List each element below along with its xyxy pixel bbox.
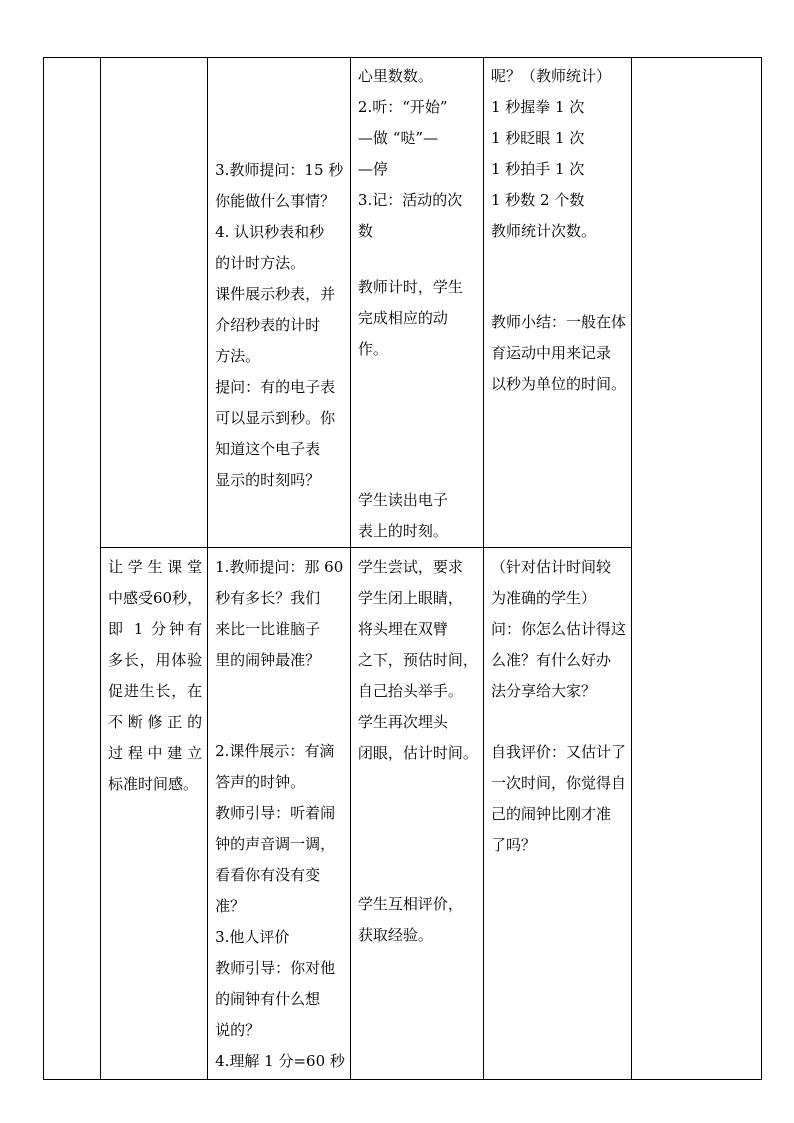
text-line: 1 秒数 2 个数: [490, 191, 585, 209]
text-line: 中感受60秒，: [108, 589, 203, 607]
text-line: 学生互相评价，: [357, 895, 463, 913]
teacher-activity-cell: [208, 548, 351, 1080]
text-line: 钟的声音调一调，: [215, 835, 336, 853]
student-activity-cell: [350, 548, 483, 1080]
text-line: 3.他人评价: [215, 928, 290, 946]
text-line: 完成相应的动: [357, 309, 448, 327]
teacher-activity-cell: [208, 58, 351, 548]
text-line: 的计时方法。: [215, 254, 306, 272]
text-line: 1 秒眨眼 1 次: [490, 129, 585, 147]
table-row: [44, 58, 762, 548]
text-line: 将头埋在双臂: [357, 620, 448, 638]
text-line: 心里数数。: [357, 67, 433, 85]
text-line: 学生读出电子: [357, 491, 448, 509]
text-line: 来比一比谁脑子: [215, 620, 321, 638]
text-line: 课件展示秒表，并: [215, 285, 336, 303]
text-line: 育运动中用来记录: [490, 344, 611, 362]
text-line: 为准确的学生）: [490, 589, 596, 607]
text-line: —停: [357, 160, 388, 178]
text-line: 过程中建立: [108, 744, 203, 762]
text-line: 促进生长，在: [108, 682, 203, 700]
text-line: 标准时间感。: [108, 775, 199, 793]
text-line: 秒有多长？我们: [215, 589, 321, 607]
notes-cell: [631, 58, 761, 1080]
text-line: 提问：有的电子表: [215, 378, 336, 396]
text-line: 获取经验。: [357, 926, 433, 944]
text-line: 教师计时，学生: [357, 278, 463, 296]
text-line: （针对估计时间较: [490, 558, 611, 576]
text-line: 你能做什么事情？: [215, 192, 336, 210]
lesson-plan-table: [43, 57, 762, 1080]
text-line: 表上的时刻。: [357, 522, 448, 540]
text-line: 2.课件展示：有滴: [215, 742, 335, 760]
text-line: 1.教师提问：那 60: [215, 558, 344, 576]
text-line: 准？: [215, 897, 246, 915]
text-line: 多长，用体验: [108, 651, 203, 669]
text-line: 知道这个电子表: [215, 440, 321, 458]
text-line: —做 “哒”—: [357, 129, 439, 147]
text-line: 里的闹钟最准？: [215, 651, 321, 669]
text-line: 学生再次埋头: [357, 713, 448, 731]
evaluation-cell: [483, 548, 631, 1080]
goal-cell-empty: [101, 58, 208, 548]
stage-cell: [44, 58, 101, 1080]
text-line: 1 秒握拳 1 次: [490, 98, 585, 116]
text-line: 一次时间，你觉得自: [490, 774, 626, 792]
text-line: 作。: [357, 340, 388, 358]
text-line: 不断修正的: [108, 713, 203, 731]
text-line: 自己抬头举手。: [357, 682, 463, 700]
text-line: 学生尝试，要求: [357, 558, 463, 576]
text-line: 法分享给大家？: [490, 682, 596, 700]
text-line: 4. 认识秒表和秒: [215, 223, 325, 241]
text-line: 教师引导：你对他: [215, 959, 336, 977]
text-line: 教师引导：听着闹: [215, 804, 336, 822]
text-line: 3.记：活动的次: [357, 191, 463, 209]
text-line: 学生闭上眼睛，: [357, 589, 463, 607]
evaluation-cell: [483, 58, 631, 548]
text-line: 以秒为单位的时间。: [490, 375, 626, 393]
text-line: 说的？: [215, 1021, 261, 1039]
text-line: 显示的时刻吗？: [215, 471, 321, 489]
text-line: 之下，预估时间，: [357, 651, 478, 669]
text-line: 看看你有没有变: [215, 866, 321, 884]
text-line: 自我评价：又估计了: [490, 743, 626, 761]
text-line: 3.教师提问：15 秒: [215, 161, 344, 179]
text-line: 1 秒拍手 1 次: [490, 160, 585, 178]
text-line: 问：你怎么估计得这: [490, 620, 626, 638]
student-activity-cell: [350, 58, 483, 548]
text-line: 介绍秒表的计时: [215, 316, 321, 334]
text-line: 了吗？: [490, 836, 536, 854]
goal-cell: [101, 548, 208, 1080]
text-line: 让学生课堂: [108, 558, 203, 576]
text-line: 教师小结：一般在体: [490, 313, 626, 331]
text-line: 答声的时钟。: [215, 773, 306, 791]
text-line: 数: [357, 222, 373, 240]
text-line: 2.听：“开始”: [357, 98, 448, 116]
text-line: 己的闹钟比刚才准: [490, 805, 611, 823]
text-line: 闭眼，估计时间。: [357, 744, 478, 762]
text-line: 即 1 分钟有: [108, 620, 203, 638]
text-line: 4.理解 1 分=60 秒: [215, 1052, 345, 1070]
text-line: 教师统计次数。: [490, 222, 596, 240]
text-line: 方法。: [215, 347, 261, 365]
text-line: 么准？有什么好办: [490, 651, 611, 669]
text-line: 的闹钟有什么想: [215, 990, 321, 1008]
text-line: 可以显示到秒。你: [215, 409, 336, 427]
text-line: 呢？（教师统计）: [490, 67, 611, 85]
